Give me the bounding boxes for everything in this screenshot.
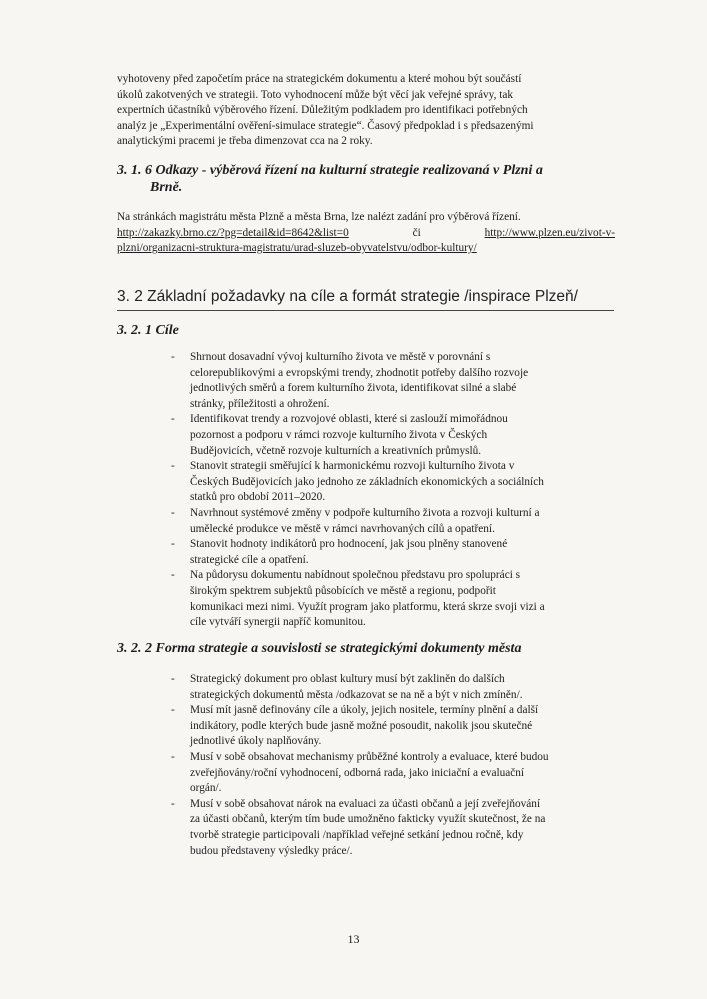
link-plzen-part2[interactable]: plzni/organizacni-struktura-magistratu/urad-sluzeb-obyvatelstvu/odbor-kultury/ bbox=[117, 242, 477, 255]
links-paragraph: Na stránkách magistrátu města Plzně a města Brna, lze nalézt zadání pro výběrová řízení. http://zakazky.brno.cz/?pg=detail&id=8642&list=0 či http://www.plzen.eu/zivot-v- plzni/organizacni-struktura-magistratu/urad-sluzeb-obyvatelstvu/odbor-kultury/ bbox=[117, 211, 615, 255]
heading-underline bbox=[117, 310, 614, 311]
list-item: - Strategický dokument pro oblast kultury musí být zakliněn do dalších strategických dokumentů města /odkazovat se na ně a být v nich zmíněn/. bbox=[171, 673, 523, 701]
list-item: - Musí v sobě obsahovat mechanismy průběžné kontroly a evaluace, které budou zveřejňovány/roční vyhodnocení, odborná rada, jako iniciační a evaluační orgán/. bbox=[171, 750, 549, 795]
goals-list bbox=[171, 350, 616, 631]
heading-3-2-2: 3. 2. 2 Forma strategie a souvislosti se strategickými dokumenty města bbox=[117, 641, 522, 656]
list-item: - Stanovit hodnoty indikátorů pro hodnocení, jak jsou plněny stanovené strategické cíle a opatření. bbox=[171, 538, 508, 566]
link-plzen-part1[interactable]: http://www.plzen.eu/zivot-v- bbox=[484, 226, 615, 239]
connector-text: či bbox=[412, 226, 421, 239]
heading-3-2-1: 3. 2. 1 Cíle bbox=[117, 323, 179, 338]
link-brno[interactable]: http://zakazky.brno.cz/?pg=detail&id=8642&list=0 bbox=[117, 226, 349, 239]
page-number: 13 bbox=[347, 932, 360, 946]
list-item: - Stanovit strategii směřující k harmonickému rozvoji kulturního života v Českých Budějovicích jako jednoho ze základních ekonomických a sociálních statků pro období 2011–2020. bbox=[171, 460, 544, 504]
list-item: - Musí v sobě obsahovat nárok na evaluaci za účasti občanů a její zveřejňování za účasti občanů, kterým tím bude umožněno fakticky využít skutečnost, že na tvorbě strategie participovali /například veřejné setkání jednou ročně, kdy budou představeny výsledky práce/. bbox=[171, 797, 546, 857]
list-item: - Shrnout dosavadní vývoj kulturního života ve městě v porovnání s celorepublikovými a evropskými trendy, zhodnotit potřeby dalšího rozvoje jednotlivých směrů a forem kulturního života, identifikovat silné a slabé stránky, příležitosti a ohrožení. bbox=[171, 351, 529, 410]
heading-3-2: 3. 2 Základní požadavky na cíle a formát strategie /inspirace Plzeň/ bbox=[117, 288, 578, 305]
heading-3-1-6: 3. 1. 6 Odkazy - výběrová řízení na kulturní strategie realizovaná v Plzni a Brně. bbox=[117, 163, 543, 195]
list-item: - Musí mít jasně definovány cíle a úkoly, jejich nositele, termíny plnění a další indikátory, podle kterých bude jasně možné posoudit, nakolik jsou skutečné jednotlivé úkoly naplňovány. bbox=[171, 704, 539, 748]
intro-paragraph: vyhotoveny před započetím práce na strategickém dokumentu a které mohou být součástí úkolů zakotvených ve strategii. Toto vyhodnocení může být věcí jak veřejné správy, tak expertních účastníků výběrového řízení. Důležitým podkladem pro identifikaci potřebných analýz je „Experimentální ověření-simulace strategie“. Časový předpoklad i s předsazenými analytickými pracemi je třeba dimenzovat cca na 2 roky. bbox=[117, 73, 534, 148]
list-item: - Navrhnout systémové změny v podpoře kulturního života a rozvoji kulturní a umělecké produkce ve městě v rámci navrhovaných cílů a opatření. bbox=[171, 506, 540, 535]
form-list bbox=[171, 672, 616, 859]
list-item: - Identifikovat trendy a rozvojové oblasti, které si zaslouží mimořádnou pozornost a podporu v rámci rozvoje kulturního života v Českých Budějovicích, včetně rozvoje kulturních a kreativních průmyslů. bbox=[171, 413, 508, 457]
list-item: - Na půdorysu dokumentu nabídnout společnou představu pro spolupráci s širokým spektrem subjektů působících ve městě a regionu, podpořit komunikaci mezi nimi. Využít program jako platformu, která skrze svoji vizi a cíle vytváří synergii napříč komunitou. bbox=[171, 569, 545, 629]
